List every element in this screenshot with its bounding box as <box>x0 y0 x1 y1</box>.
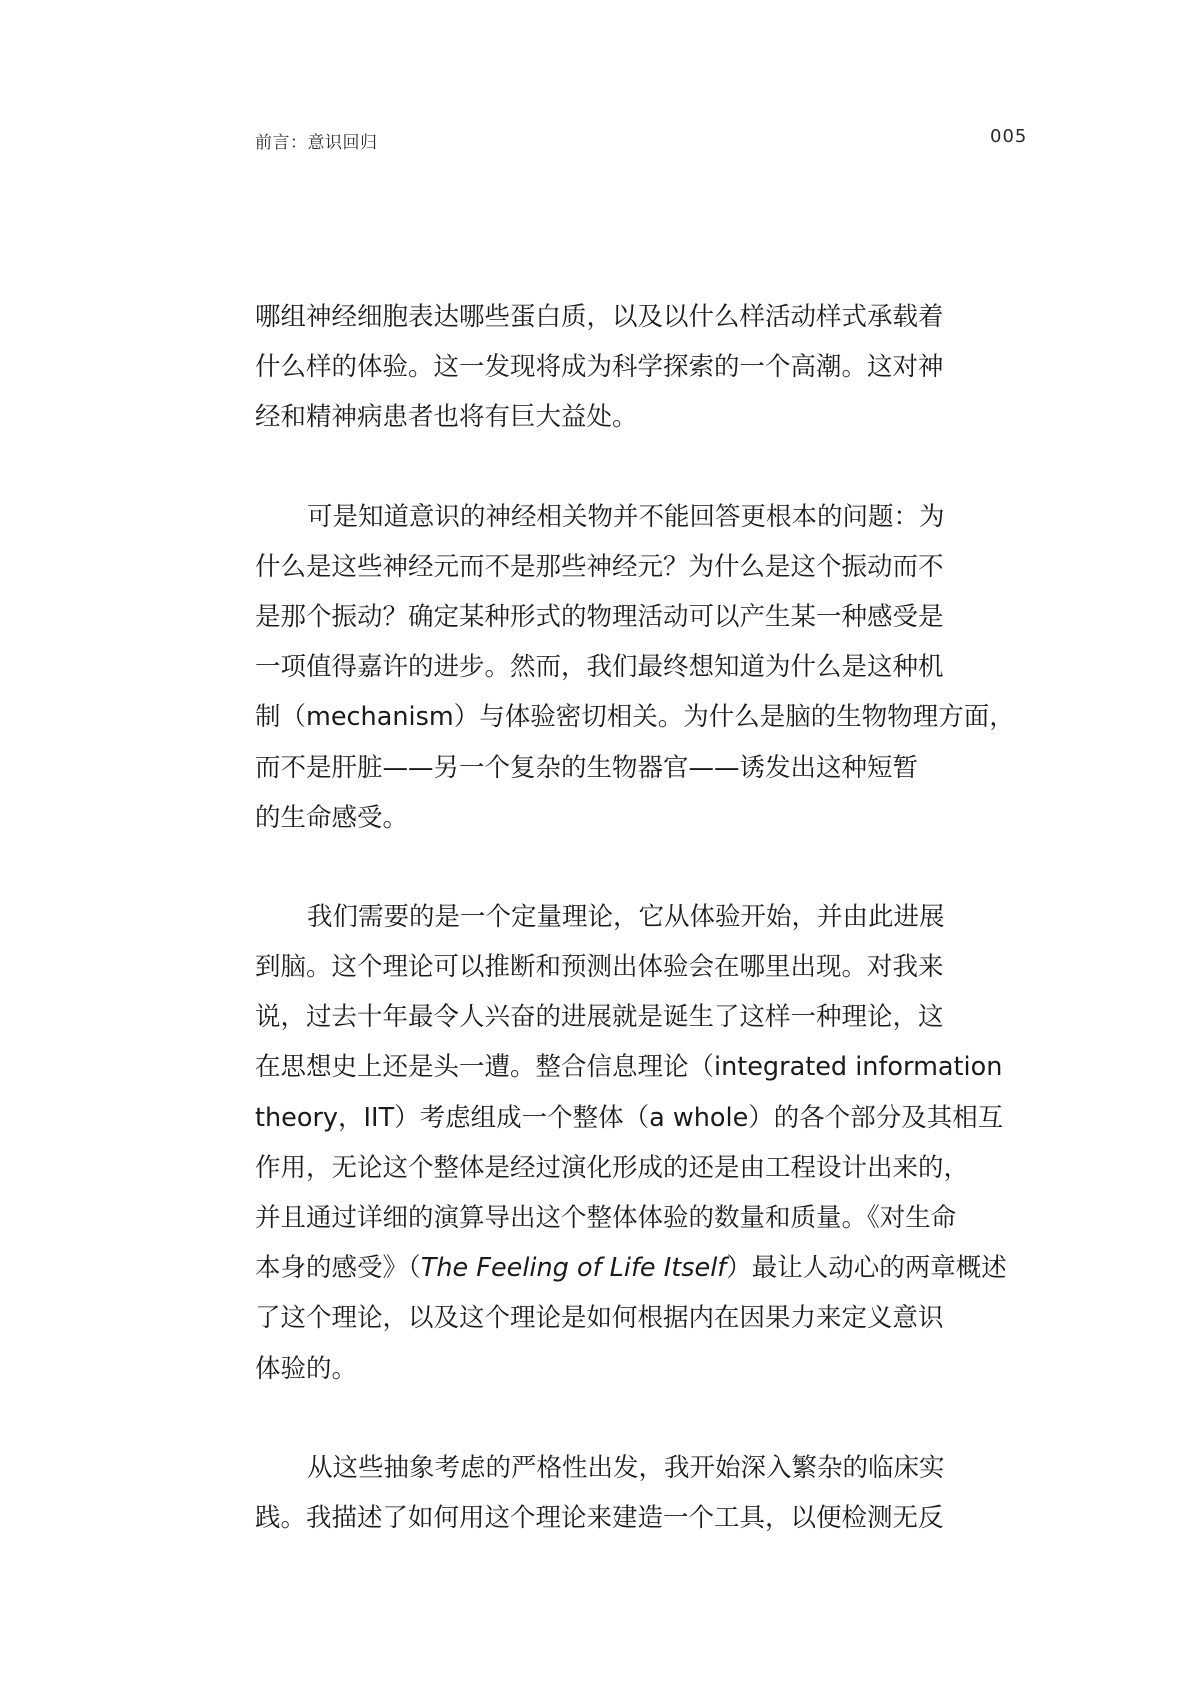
book-title-italic: The Feeling of Life Itself <box>420 1253 727 1284</box>
text-segment: ）最让人动心的两章概述 <box>726 1253 1007 1284</box>
paragraph-1 <box>255 292 1035 443</box>
text-line: 的生命感受。 <box>255 802 409 833</box>
text-line: 我们需要的是一个定量理论，它从体验开始，并由此进展 <box>307 901 945 932</box>
text-line: theory，IIT）考虑组成一个整体（a whole）的各个部分及其相互 <box>255 1102 1004 1133</box>
text-line-with-book-title <box>255 1243 1035 1293</box>
text-line: 什么是这些神经元而不是那些神经元？为什么是这个振动而不 <box>255 551 944 582</box>
page-number: 005 <box>990 126 1028 147</box>
text-segment: 本身的感受》（ <box>255 1253 421 1284</box>
running-header-title: 前言：意识回归 <box>255 133 378 153</box>
paragraph-2 <box>255 492 1035 843</box>
body-text <box>255 292 1035 1592</box>
text-line: 一项值得嘉许的进步。然而，我们最终想知道为什么是这种机 <box>255 652 944 683</box>
paragraph-3 <box>255 892 1035 1394</box>
text-line: 可是知道意识的神经相关物并不能回答更根本的问题：为 <box>307 501 945 532</box>
text-line: 从这些抽象考虑的严格性出发，我开始深入繁杂的临床实 <box>307 1452 945 1483</box>
text-line: 经和精神病患者也将有巨大益处。 <box>255 402 638 433</box>
text-line: 到脑。这个理论可以推断和预测出体验会在哪里出现。对我来 <box>255 952 944 983</box>
text-line: 并且通过详细的演算导出这个整体体验的数量和质量。《对生命 <box>255 1203 957 1233</box>
text-line: 说，过去十年最令人兴奋的进展就是诞生了这样一种理论，这 <box>255 1002 944 1033</box>
text-line: 体验的。 <box>255 1353 358 1384</box>
text-line: 作用，无论这个整体是经过演化形成的还是由工程设计出来的， <box>255 1152 970 1183</box>
text-line: 制（mechanism）与体验密切相关。为什么是脑的生物物理方面， <box>255 702 1015 733</box>
text-line: 在思想史上还是头一遭。整合信息理论（integrated information <box>255 1052 1003 1083</box>
text-line: 践。我描述了如何用这个理论来建造一个工具，以便检测无反 <box>255 1502 944 1533</box>
text-line: 是那个振动？确定某种形式的物理活动可以产生某一种感受是 <box>255 601 944 632</box>
text-line: 而不是肝脏——另一个复杂的生物器官——诱发出这种短暂 <box>255 752 919 783</box>
text-line: 什么样的体验。这一发现将成为科学探索的一个高潮。这对神 <box>255 352 944 383</box>
text-line: 哪组神经细胞表达哪些蛋白质，以及以什么样活动样式承载着 <box>255 302 944 332</box>
paragraph-4 <box>255 1443 1035 1543</box>
text-line: 了这个理论，以及这个理论是如何根据内在因果力来定义意识 <box>255 1303 944 1334</box>
